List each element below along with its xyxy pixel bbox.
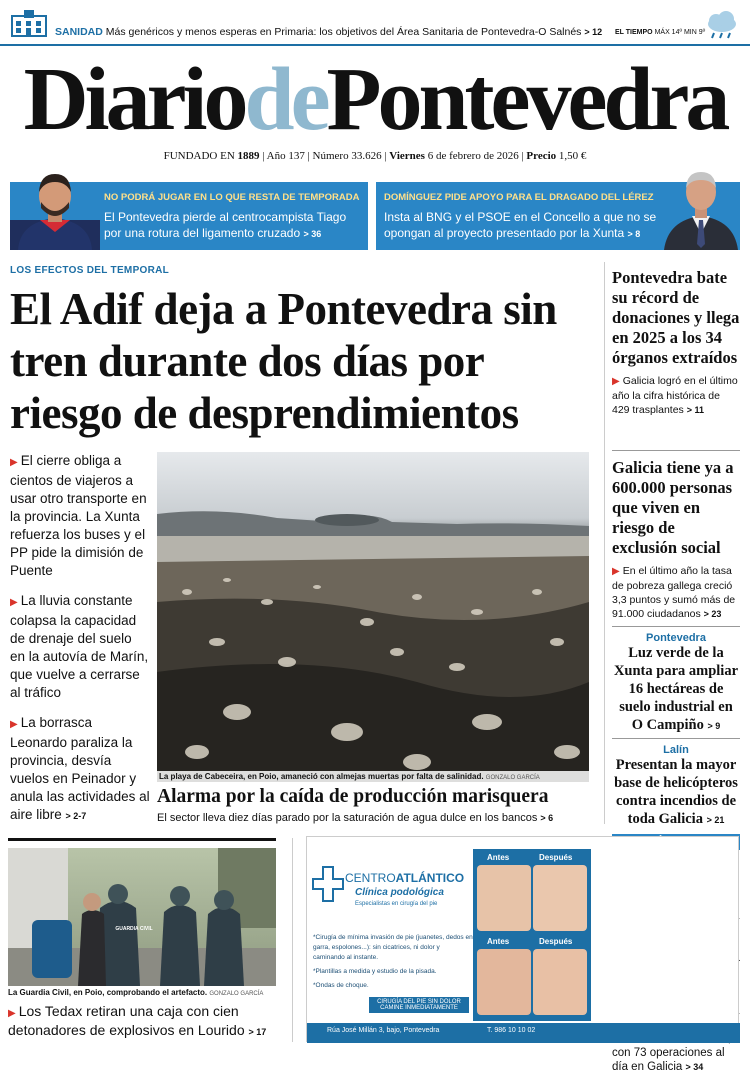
sidebar-kicker: Pontevedra [646,632,706,644]
divider [612,626,740,627]
masthead-part1: Diario [23,50,245,149]
price-label: Precio [526,150,557,162]
beach-photo [157,452,589,782]
main-kicker: LOS EFECTOS DEL TEMPORAL [10,265,170,276]
foot-after-image [533,865,587,931]
sidebar-kicker: Lalín [663,744,689,756]
divider [292,838,293,1042]
ad-address: Rúa José Millán 3, bajo, Pontevedra [327,1027,440,1034]
triangle-right-icon: ▶ [8,1008,16,1019]
vest-label: GUARDIA CIVIL [115,926,153,932]
sidebar-divider [604,262,605,824]
guardia-civil-photo [8,848,276,986]
promo-politics[interactable] [376,182,740,250]
triangle-right-icon: ▶ [10,597,18,608]
top-bar-teaser[interactable] [55,26,603,38]
triangle-right-icon: ▶ [10,719,18,730]
cross-icon [313,867,343,901]
main-bullets [10,452,150,837]
ad-subtitle: Clínica podológica [355,887,444,898]
ad-tagline: Especialistas en cirugía del pie [355,901,438,907]
building-icon [10,8,48,38]
sub-text-line [157,812,597,824]
bottom-ref: > 17 [248,1027,267,1037]
bottom-caption: La Guardia Civil, en Poio, comprobando el artefacto. GONZALO GARCÍA [8,988,264,997]
founded-year: 1889 [237,150,260,162]
player-photo [10,158,100,250]
weather [615,29,705,36]
bottom-credit: GONZALO GARCÍA [209,991,264,997]
founded-edition: Año 137 [266,150,305,162]
top-bar-ref: > 12 [584,27,603,37]
divider [612,738,740,739]
promo-sports-text: El Pontevedra pierde al centrocampista Tiago por una rotura del ligamento cruzado [104,210,347,240]
weather-label: EL TIEMPO [615,29,653,36]
ad-box: CIRUGÍA DEL PIE SIN DOLOR CAMINE INMEDIATAMENTE [369,997,469,1013]
promo-politics-text: Insta al BNG y el PSOE en el Concello a que no se opongan al proyecto presentado por la Xunta [384,210,657,240]
foot-before-image [477,949,531,1015]
foot-before-image [477,865,531,931]
clinic-ad[interactable] [306,836,739,1042]
weather-values: MÁX 14º MIN 9º [654,29,706,36]
sidebar-headline: Pontevedra bate su récord de donaciones y llega en 2025 a los 34 órganos extraídos [612,268,740,367]
photo-caption: La playa de Cabeceira, en Poio, amaneció con almejas muertas por falta de salinidad. GONZALO GARCÍA [157,771,589,782]
founded-day: Viernes [389,150,425,162]
triangle-right-icon: ▶ [612,376,620,387]
photo-credit: GONZALO GARCÍA [485,775,540,781]
politician-photo [662,154,740,250]
ad-brand: CENTROATLÁNTICO [345,871,465,885]
bullet-item[interactable]: ▶ El cierre obliga a cientos de viajeros a usar otro transporte en la provincia. La Xunta refuerza los buses y el PP pide la dimisión de Puente [10,453,147,578]
founded-date: 6 de febrero de 2026 [427,150,519,162]
founded-number: Número 33.626 [312,150,382,162]
founded-label: FUNDADO EN [163,150,235,162]
sub-headline[interactable]: Alarma por la caída de producción marisquera [157,786,549,807]
promo-sports-kicker: NO PODRÁ JUGAR EN LO QUE RESTA DE TEMPORADA [104,192,360,203]
top-bar-section: SANIDAD [55,26,103,38]
ad-feet-panel: Antes Después Antes Después [473,849,591,1021]
bottom-headline-block[interactable] [8,1003,293,1041]
sidebar-story-4[interactable]: Lalín Presentan la mayor base de helicópteros contra incendios de toda Galicia > 21 [612,744,740,829]
list-item[interactable]: con 73 operaciones al día en Galicia > 34 [612,1047,725,1073]
divider [8,838,276,841]
masthead-part2: de [244,50,327,149]
sidebar-headline: Galicia tiene ya a 600.000 personas que viven en riesgo de exclusión social [612,458,734,557]
price: 1,50 € [558,150,587,162]
triangle-right-icon: ▶ [10,457,18,468]
promo-sports[interactable] [10,182,368,250]
cloud-rain-icon [702,10,740,40]
bullet-item[interactable]: ▶ La lluvia constante colapsa la capacidad de drenaje del suelo en la autovía de Marín, que vuelve a cerrarse al tráfico [10,593,149,700]
promo-politics-ref: > 8 [627,229,641,239]
sidebar-story-2[interactable]: Galicia tiene ya a 600.000 personas que viven en riesgo de exclusión social ▶ En el último año la tasa de pobreza gallega creció 3,3 puntos y sumó más de 91.000 ciudadanos > 23 [612,458,740,621]
masthead-part3: Pontevedra [326,50,727,149]
sidebar-story-3[interactable]: Pontevedra Luz verde de la Xunta para ampliar 16 hectáreas de suelo industrial en O Campiño > 9 [613,632,739,733]
top-bar [0,0,750,46]
sidebar-story-1[interactable]: Pontevedra bate su récord de donaciones y llega en 2025 a los 34 órganos extraídos ▶ Galicia logró en el último año la cifra histórica de 429 trasplantes > 11 [612,268,740,416]
sub-text: El sector lleva diez días parado por la saturación de agua dulce en los bancos [157,812,538,824]
bottom-headline: Los Tedax retiran una caja con cien detonadores de explosivos en Lourido [8,1003,245,1038]
foot-after-image [533,949,587,1015]
top-bar-text: Más genéricos y menos esperas en Primaria: los objetivos del Área Sanitaria de Pontevedra-O Salnés [105,26,582,38]
main-headline[interactable]: El Adif deja a Pontevedra sin tren durante dos días por riesgo de desprendimientos [10,284,557,438]
ad-items: *Cirugía de mínima invasión de pie (juanetes, dedos en garra, espolones...): sin cicatrices, ni dolor y caminando al instante. *Plantillas a medida y estudio de la pisada. *Ondas de choque. [313,934,473,989]
divider [612,450,740,451]
promo-politics-kicker: DOMÍNGUEZ PIDE APOYO PARA EL DRAGADO DEL LÉREZ [384,192,654,203]
triangle-right-icon: ▶ [612,566,620,577]
ad-phone: T. 986 10 10 02 [487,1027,536,1034]
founded-line: FUNDADO EN 1889 | Año 137 | Número 33.626 | Viernes 6 de febrero de 2026 | Precio 1,50 € [163,150,587,162]
sub-ref: > 6 [540,813,554,823]
masthead[interactable] [0,52,750,148]
bullet-item[interactable]: ▶ La borrasca Leonardo paraliza la provincia, desvía vuelos en Peinador y anula las actividades al aire libre > 2-7 [10,715,150,822]
promo-sports-ref: > 36 [303,229,322,239]
